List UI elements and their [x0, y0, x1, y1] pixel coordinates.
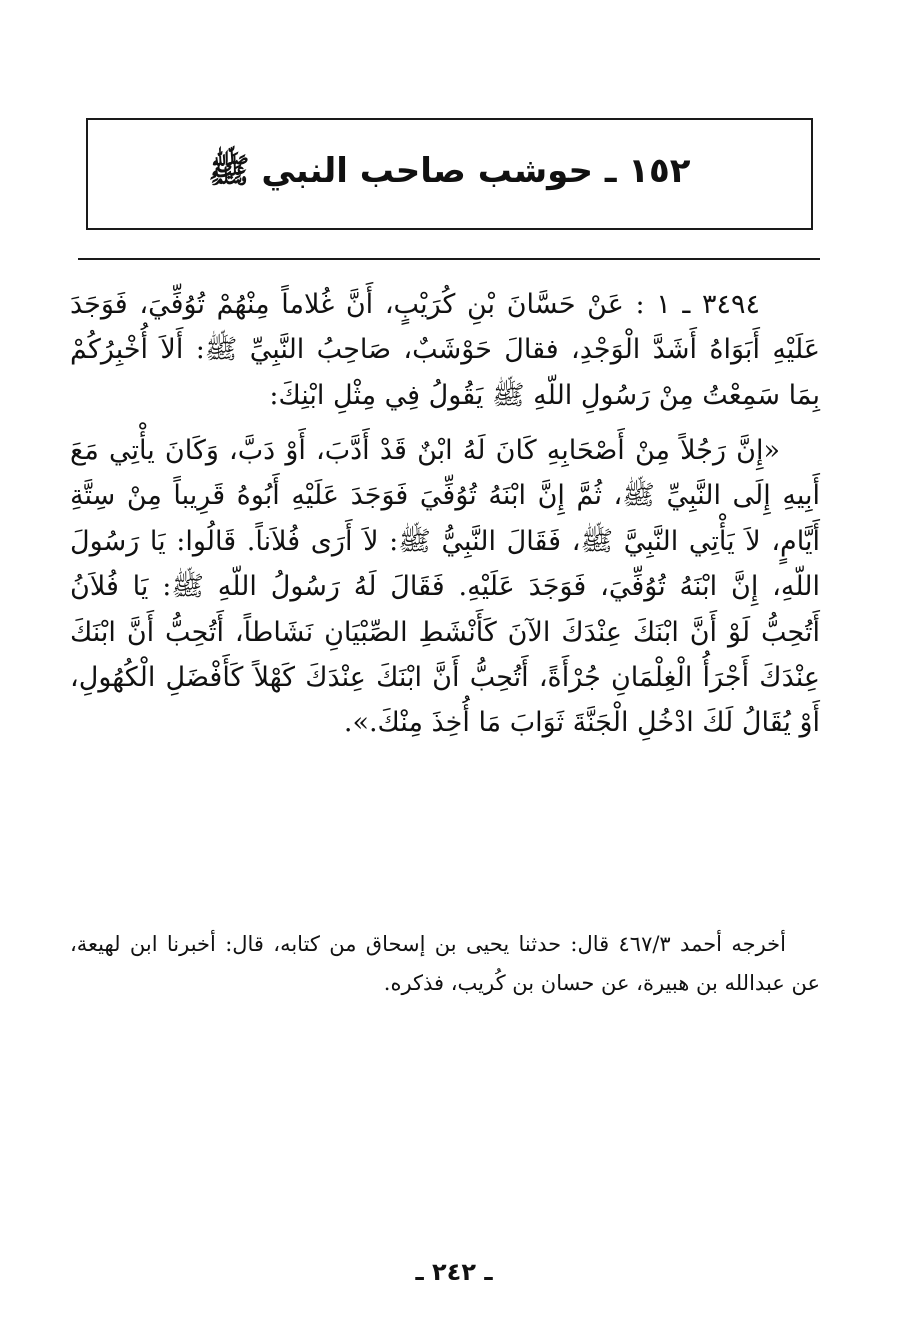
- hadith-intro: ٣٤٩٤ ـ ١ : عَنْ حَسَّانَ بْنِ كُرَيْبٍ، أَنَّ غُلاماً مِنْهُمْ تُوُفِّيَ، فَوَجَدَ عَلَيْهِ أَبَوَاهُ أَشَدَّ الْوَجْدِ، فقالَ حَوْشَبٌ، صَاحِبُ النَّبِيِّ ﷺ: أَلاَ أُخْبِرُكُمْ بِمَا سَمِعْتُ مِنْ رَسُولِ اللّهِ ﷺ يَقُولُ فِي مِثْلِ ابْنِكَ:: [70, 289, 820, 411]
- page-number: ـ ٢٤٢ ـ: [415, 1258, 493, 1286]
- chapter-title-box: [86, 118, 813, 230]
- hadith-body: [70, 282, 820, 746]
- chapter-title: ١٥٢ ـ حوشب صاحب النبي ﷺ: [208, 150, 691, 191]
- header-divider: [78, 258, 820, 260]
- takhrij-footnote: أخرجه أحمد ٤٦٧/٣ قال: حدثنا يحيى بن إسحاق من كتابه، قال: أخبرنا ابن لهيعة، عن عبدالله بن هبيرة، عن حسان بن كُريب، فذكره.: [70, 932, 820, 995]
- hadith-text: «إِنَّ رَجُلاً مِنْ أَصْحَابِهِ كَانَ لَهُ ابْنٌ قَدْ أَدَّبَ، أَوْ دَبَّ، وَكَانَ يأْتِي مَعَ أَبِيهِ إِلَى النَّبِيِّ ﷺ، ثُمَّ إِنَّ ابْنَهُ تُوُفِّيَ فَوَجَدَ عَلَيْهِ أَبُوهُ قَرِيباً مِنْ سِتَّةِ أَيَّامٍ، لاَ يَأْتِي النَّبِيَّ ﷺ، فَقَالَ النَّبِيُّ ﷺ: لاَ أَرَى فُلاَناً. قَالُوا: يَا رَسُولَ اللّهِ، إِنَّ ابْنَهُ تُوُفِّيَ، فَوَجَدَ عَلَيْهِ. فَقَالَ لَهُ رَسُولُ اللّهِ ﷺ: يَا فُلاَنُ أَتُحِبُّ لَوْ أَنَّ ابْنَكَ عِنْدَكَ الآنَ كَأَنْشَطِ الصِّبْيَانِ نَشَاطاً، أَتُحِبُّ أَنَّ ابْنَكَ عِنْدَكَ أَجْرَأُ الْغِلْمَانِ جُرْأَةً، أَتُحِبُّ أَنَّ ابْنَكَ عِنْدَكَ كَهْلاً كَأَفْضَلِ الْكُهُولِ، أَوْ يُقَالُ لَكَ ادْخُلِ الْجَنَّةَ ثَوَابَ مَا أُخِذَ مِنْكَ.».: [70, 435, 820, 739]
